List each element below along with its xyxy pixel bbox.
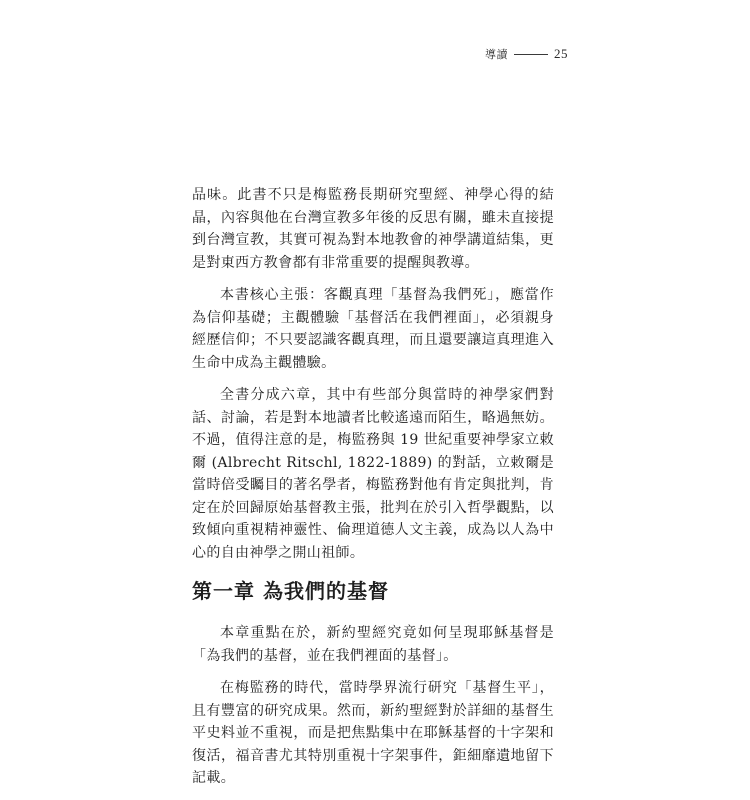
paragraph-historical-context: 在梅監務的時代，當時學界流行研究「基督生平」，且有豐富的研究成果。然而，新約聖經對於詳細的基督生平史料並不重視，而是把焦點集中在耶穌基督的十字架和復活，福音書尤其特別重視十字架事件，鉅細靡遺地留下記載。 bbox=[192, 680, 554, 786]
running-header bbox=[485, 46, 568, 62]
page-number: 25 bbox=[554, 46, 568, 61]
paragraph-structure: 全書分成六章，其中有些部分與當時的神學家們對話、討論，若是對本地讀者比較遙遠而陌生，略過無妨。不過，值得注意的是，梅監務與 19 世紀重要神學家立敕爾 (Albrecht Ritschl, 1822-1889) 的對話，立敕爾是當時倍受矚目的著名學者，梅監務對他有肯定與批判，肯定在於回歸原始基督教主張，批判在於引入哲學觀點，以致傾向重視精神靈性、倫理道德人文主義，成為以人為中心的自由神學之開山祖師。 bbox=[192, 387, 554, 561]
body-text bbox=[192, 184, 554, 800]
header-rule bbox=[514, 54, 548, 55]
chapter-heading: 第一章 為我們的基督 bbox=[192, 579, 389, 603]
paragraph-continued: 品味。此書不只是梅監務長期研究聖經、神學心得的結晶，內容與他在台灣宣教多年後的反思有關，雖未直接提到台灣宣教，其實可視為對本地教會的神學講道結集，更是對東西方教會都有非常重要的提醒與教導。 bbox=[192, 187, 554, 271]
paragraph-core-thesis: 本書核心主張：客觀真理「基督為我們死」，應當作為信仰基礎；主觀體驗「基督活在我們裡面」，必須親身經歷信仰；不只要認識客觀真理，而且還要讓這真理進入生命中成為主觀體驗。 bbox=[192, 287, 554, 371]
running-header-section: 導讀 bbox=[485, 48, 508, 61]
paragraph-chapter-focus: 本章重點在於，新約聖經究竟如何呈現耶穌基督是「為我們的基督，並在我們裡面的基督」。 bbox=[192, 625, 554, 664]
